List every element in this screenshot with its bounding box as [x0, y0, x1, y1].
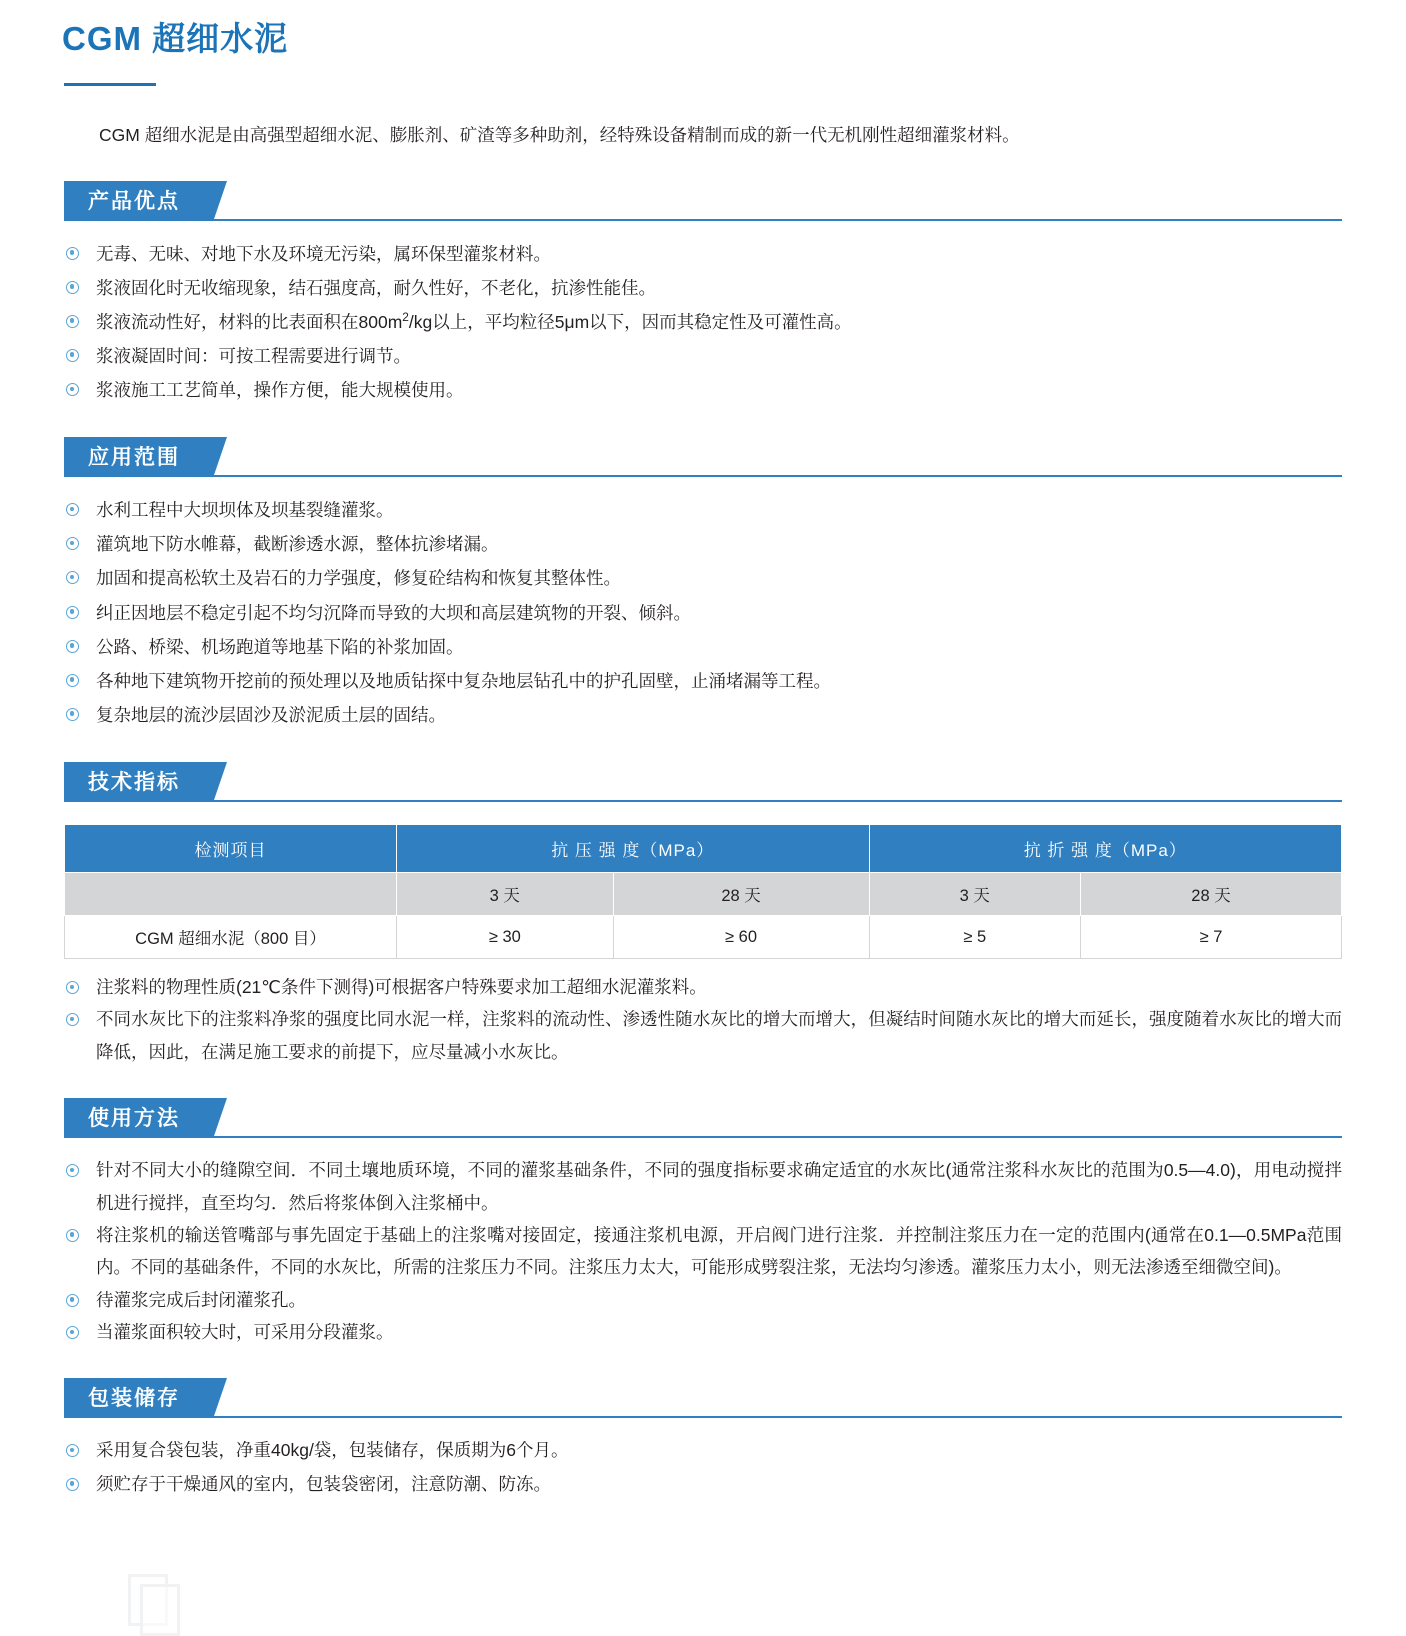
list-item-text: 灌筑地下防水帷幕，截断渗透水源，整体抗渗堵漏。 — [96, 534, 499, 555]
technical-spec-table — [64, 824, 1342, 959]
list-item-text: 公路、桥梁、机场跑道等地基下陷的补浆加固。 — [96, 636, 464, 657]
list-item — [64, 1003, 1342, 1068]
table-cell-value: ≥ 5 — [869, 916, 1081, 959]
section-heading-applications — [64, 437, 1342, 477]
list-item — [64, 237, 1342, 271]
circle-bullet-icon — [66, 981, 79, 994]
section-advantages — [0, 181, 1406, 408]
section-heading-label: 应用范围 — [64, 437, 214, 475]
list-item — [64, 561, 1342, 595]
circle-bullet-icon — [66, 640, 79, 653]
list-item — [64, 1219, 1342, 1284]
list-item — [64, 373, 1342, 407]
section-usage — [0, 1098, 1406, 1348]
section-heading-label: 使用方法 — [64, 1098, 214, 1136]
list-item — [64, 664, 1342, 698]
table-header — [65, 825, 1342, 873]
section-heading-rule — [64, 475, 1342, 477]
list-item-text: 纠正因地层不稳定引起不均匀沉降而导致的大坝和高层建筑物的开裂、倾斜。 — [96, 602, 691, 623]
usage-list — [64, 1154, 1342, 1348]
list-item-text: 浆液凝固时间：可按工程需要进行调节。 — [96, 345, 411, 366]
circle-bullet-icon — [66, 1326, 79, 1339]
circle-bullet-icon — [66, 708, 79, 721]
list-item-text-part-a: 浆液流动性好，材料的比表面积在800m — [96, 311, 403, 332]
circle-bullet-icon — [66, 1294, 79, 1307]
list-item — [64, 698, 1342, 732]
list-item-text: 浆液固化时无收缩现象，结石强度高，耐久性好，不老化，抗渗性能佳。 — [96, 277, 656, 298]
list-item — [64, 1154, 1342, 1219]
technical-notes-list — [64, 971, 1342, 1068]
section-heading-label: 技术指标 — [64, 762, 214, 800]
section-heading-label: 产品优点 — [64, 181, 214, 219]
section-heading-rule — [64, 1416, 1342, 1418]
table-col-header-item: 检测项目 — [65, 825, 397, 873]
list-item — [64, 1284, 1342, 1316]
list-item — [64, 527, 1342, 561]
intro-paragraph: CGM 超细水泥是由高强型超细水泥、膨胀剂、矿渣等多种助剂，经特殊设备精制而成的新一代无机刚性超细灌浆材料。 — [99, 124, 1020, 145]
circle-bullet-icon — [66, 674, 79, 687]
list-item — [64, 271, 1342, 305]
section-heading-usage — [64, 1098, 1342, 1138]
list-item-text: 当灌浆面积较大时，可采用分段灌浆。 — [96, 1322, 394, 1343]
corner-shape-front — [140, 1584, 180, 1636]
page-title: CGM 超细水泥 — [62, 20, 289, 57]
table-body — [65, 873, 1342, 959]
list-item — [64, 596, 1342, 630]
section-packaging — [0, 1378, 1406, 1501]
circle-bullet-icon — [66, 571, 79, 584]
section-heading-technical — [64, 762, 1342, 802]
table-header-row — [65, 825, 1342, 873]
title-underline — [64, 83, 156, 86]
circle-bullet-icon — [66, 606, 79, 619]
list-item-text: 待灌浆完成后封闭灌浆孔。 — [96, 1289, 306, 1310]
list-item-text: 注浆料的物理性质(21℃条件下测得)可根据客户特殊要求加工超细水泥灌浆料。 — [96, 977, 707, 998]
list-item-text: 加固和提高松软土及岩石的力学强度，修复砼结构和恢复其整体性。 — [96, 568, 621, 589]
table-row — [65, 916, 1342, 959]
section-technical — [0, 762, 1406, 1068]
table-cell-value: ≥ 7 — [1081, 916, 1342, 959]
table-subheader-28d-compressive: 28 天 — [613, 873, 869, 916]
table-cell-value: ≥ 60 — [613, 916, 869, 959]
list-item — [64, 971, 1342, 1003]
list-item-text: 各种地下建筑物开挖前的预处理以及地质钻探中复杂地层钻孔中的护孔固壁，止涌堵漏等工程。 — [96, 670, 831, 691]
circle-bullet-icon — [66, 1164, 79, 1177]
circle-bullet-icon — [66, 247, 79, 260]
technical-table-wrapper — [64, 824, 1342, 959]
list-item-text: 不同水灰比下的注浆料净浆的强度比同水泥一样，注浆料的流动性、渗透性随水灰比的增大而增大，但凝结时间随水灰比的增大而延长，强度随着水灰比的增大而降低，因此，在满足施工要求的前提下，应尽量减小水灰比。 — [96, 1009, 1342, 1062]
list-item — [64, 1316, 1342, 1348]
list-item-text: 针对不同大小的缝隙空间．不同土壤地质环境，不同的灌浆基础条件，不同的强度指标要求确定适宜的水灰比(通常注浆科水灰比的范围为0.5—4.0)，用电动搅拌机进行搅拌，直至均匀．然后将浆体倒入注浆桶中。 — [96, 1160, 1342, 1213]
table-cell-product-name: CGM 超细水泥（800 目） — [65, 916, 397, 959]
circle-bullet-icon — [66, 349, 79, 362]
list-item — [64, 1468, 1342, 1501]
section-applications — [0, 437, 1406, 732]
circle-bullet-icon — [66, 1444, 79, 1457]
circle-bullet-icon — [66, 1013, 79, 1026]
circle-bullet-icon — [66, 383, 79, 396]
document-page — [0, 18, 1406, 1618]
table-cell-value: ≥ 30 — [397, 916, 614, 959]
list-item — [64, 339, 1342, 373]
list-item-text: 复杂地层的流沙层固沙及淤泥质土层的固结。 — [96, 704, 446, 725]
section-heading-label: 包装储存 — [64, 1378, 214, 1416]
packaging-list — [64, 1434, 1342, 1501]
list-item-text: 将注浆机的输送管嘴部与事先固定于基础上的注浆嘴对接固定，接通注浆机电源，开启阀门进行注浆．并控制注浆压力在一定的范围内(通常在0.1—0.5MPa范围内。不同的基础条件，不同的水灰比，所需的注浆压力不同。注浆压力太大，可能形成劈裂注浆，无法均匀渗透。灌浆压力太小，则无法渗透至细微空间)。 — [96, 1224, 1342, 1278]
list-item-text: 采用复合袋包装，净重40kg/袋，包装储存，保质期为6个月。 — [96, 1440, 569, 1461]
advantages-list — [64, 237, 1342, 408]
applications-list — [64, 493, 1342, 732]
table-subheader-3d-compressive: 3 天 — [397, 873, 614, 916]
table-subheader-3d-flexural: 3 天 — [869, 873, 1081, 916]
section-heading-rule — [64, 800, 1342, 802]
superscript-exponent: 2 — [402, 309, 409, 324]
list-item-text: 水利工程中大坝坝体及坝基裂缝灌浆。 — [96, 500, 394, 521]
table-subheader-row — [65, 873, 1342, 916]
section-heading-rule — [64, 1136, 1342, 1138]
section-heading-packaging — [64, 1378, 1342, 1418]
section-heading-advantages — [64, 181, 1342, 221]
circle-bullet-icon — [66, 281, 79, 294]
list-item — [64, 305, 1342, 339]
table-col-header-flexural: 抗 折 强 度（MPa） — [869, 825, 1342, 873]
table-subheader-blank — [65, 873, 397, 916]
list-item-text: 无毒、无味、对地下水及环境无污染，属环保型灌浆材料。 — [96, 243, 551, 264]
section-heading-rule — [64, 219, 1342, 221]
list-item-text-part-b: /kg以上，平均粒径5μm以下，因而其稳定性及可灌性高。 — [408, 311, 852, 332]
circle-bullet-icon — [66, 503, 79, 516]
circle-bullet-icon — [66, 315, 79, 328]
list-item-text: 须贮存于干燥通风的室内，包装袋密闭，注意防潮、防冻。 — [96, 1473, 551, 1494]
list-item — [64, 1434, 1342, 1467]
circle-bullet-icon — [66, 1478, 79, 1491]
table-subheader-28d-flexural: 28 天 — [1081, 873, 1342, 916]
table-col-header-compressive: 抗 压 强 度（MPa） — [397, 825, 869, 873]
circle-bullet-icon — [66, 1229, 79, 1242]
list-item-text: 浆液施工工艺简单，操作方便，能大规模使用。 — [96, 380, 464, 401]
circle-bullet-icon — [66, 537, 79, 550]
decorative-corner-mark — [120, 1568, 180, 1628]
list-item — [64, 630, 1342, 664]
list-item — [64, 493, 1342, 527]
